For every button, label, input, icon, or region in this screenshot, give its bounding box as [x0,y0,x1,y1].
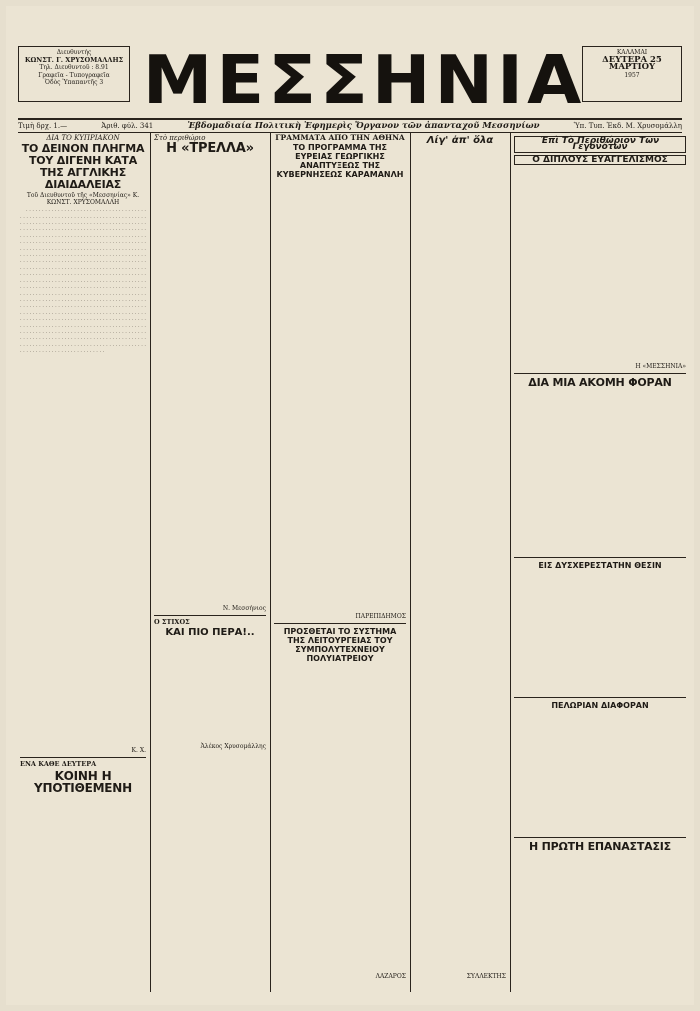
column-rule [410,132,411,992]
editor-line-4: Γραφεῖα - Τυπογραφεῖα [38,71,110,79]
article-headline: Λίγ' ἀπ' ὅλα [426,135,494,146]
article-byline: Τοῦ Διευθυντοῦ τῆς «Μεσσηνίας» Κ. ΚΩΝΣΤ. ΧΡΥΣΟΜΑΛΛΗ [26,192,140,206]
divider [514,373,686,374]
editor-line-1: Διευθυντής [56,49,92,56]
price-label: Τιμὴ δρχ. 1.— [18,122,68,130]
section-headline: ΚΟΙΝΗ Η ΥΠΟΤΙΘΕΜΕΝΗ [33,768,132,795]
article-signature: Κ. Χ. [131,747,146,754]
column-rule [270,132,271,992]
article-headline: ΤΟ ΔΕΙΝΟΝ ΠΛΗΓΜΑ ΤΟΥ ΔΙΓΕΝΗ ΚΑΤΑ ΤΗΣ ΑΓΓΛΙΚΗΣ ΔΙΑΙΔΑΛΕΙΑΣ [21,142,145,192]
article-signature: Η «ΜΕΣΣΗΝΙΑ» [635,363,686,370]
divider [514,557,686,558]
newspaper-motto: Ἑβδομαδιαία Πολιτικὴ Ἐφημερὶς Ὄργανον τῶν ἀπανταχοῦ Μεσσηνίων [187,121,540,131]
issue-date: ΔΕΥΤΕΡΑ 25 ΜΑΡΤΙΟΥ [602,54,662,72]
column-misc [414,134,506,990]
divider [20,757,146,758]
article-signature: ΣΥΛΛΕΚΤΗΣ [466,973,506,980]
city-label: ΚΑΛΑΜΑΙ [616,49,648,56]
article-headline: Ο ΔΙΠΛΟΥΣ ΕΥΑΓΓΕΛΙΣΜΟΣ [514,155,686,165]
issue-number: Ἀριθ. φύλ. 341 [101,122,154,130]
column-rule [510,132,511,992]
editor-info-box [18,46,130,102]
article-headline: ΤΟ ΠΡΟΓΡΑΜΜΑ ΤΗΣ ΕΥΡΕΙΑΣ ΓΕΩΡΓΙΚΗΣ ΑΝΑΠΤΥΞΕΩΣ ΤΗΣ ΚΥΒΕΡΝΗΣΕΩΣ ΚΑΡΑΜΑΝΛΗ [276,143,404,180]
column-athens [274,134,406,990]
headline-2: ΔΙΑ ΜΙΑ ΑΚΟΜΗ ΦΟΡΑΝ [528,376,672,390]
article-body: · · · · · · · · · · · · · · · · · · · · · · · · · · · · · · · · · · · · · · · · · · · · · · · · · · · · · · · · · · · · · · · · · · · · · · · · · · · · · · · · · · · · · · · · · · · · · · · · · · · · · · · · · · · · · · · · · · · · · · · · · · · · · · · · · · · · · · · · · · · · · · · · · · · · · · · · · · · · · · · · · · · · · · · · · · · · · · · · · · · · · · · · · · · · · · · · · · · · · · · · · · · · · · · · · · · · · · · · · · · · · · · · · · · · · · · · · · · · · · · · · · · · · · · · · · · · · · · · · · · · · · · · · · · · · · · · · · · · · · · · · · · · · · · · · · · · · · · · · · · · · · · · · · · · · · · · · · · · · · · · · · · · · · · · · · · · · · · · · · · · · · · · · · · · · · · · · · · · · · · · · · · · · · · · · · · · · · · · · · · · · · · · · · · · · · · · · · · · · · · · · · · · · · · · · · · · · · · · · · · · · · · · · · · · · · · · · · · · · · · · · · · · · · · · · · · · · · · · · · · · · · · · · · · · · · · · · · · · · · · · · · · · · · · · · · · · · · · · · · · · · · · · · · · · · · · · · · · · · · · · · · · · · · · · · · · · · · · · · · · · · · · · · · · · · · · · · · · · · · · · · · · · · · · · · · · · · · · · · · · · · · · · · · · · · · · · · · · · · · · · · · · · · · · · · · · · · · · · · · · · · · · · · · · · · · · · · · · · · · · · · · · · · · · · · · · · · · · · · · · · · · · · · · · · · · · · · · · · · · · · · · · · · · · · · · · · · · · · · · · · · · · · · · · · · · · · · · · · · · · · · · · · · · · · · · · · · · · · · · · · · · · · · · · · · · · · · · · · · · · · · · · · · · · · · · · · · · · · · · · · · · · · · · · · · · · · · · · · · · · · · · · · · · · · · · · · · · · · · · · · · · · · · · · · · · · · · · · · · · · · · · · · · · · · · · · · · · · · · · · · · · · · · · · · · · · · · · · · · · · · · · · · · · · · · · · · · · · · · · · · · · · · · [20,208,146,356]
owner-label: Ὑπ. Τυπ. Ἐκδ. Μ. Χρυσομάλλη [573,122,682,130]
editor-name: ΚΩΝΣΤ. Γ. ΧΡΥΣΟΜΑΛΛΗΣ [24,55,124,64]
headline-5: Η ΠΡΩΤΗ ΕΠΑΝΑΣΤΑΣΙΣ [529,840,671,853]
editor-line-5: Ὁδὸς Ὑπαπαντῆς 3 [44,79,104,86]
headline-3: ΕΙΣ ΔΥΣΧΕΡΕΣΤΑΤΗΝ ΘΕΣΙΝ [538,561,662,570]
divider [154,615,266,616]
headline-4: ΠΕΛΩΡΙΑΝ ΔΙΑΦΟΡΑΝ [551,701,649,710]
bottom-signature: ΛΑΖΑΡΟΣ [375,973,406,980]
divider [514,837,686,838]
poem-signature: Ἀλέκος Χρυσομάλλης [200,743,266,750]
column-rule [150,132,151,992]
section-kicker: Στὸ περιθώριο [154,134,206,142]
column-cyprus [20,134,146,990]
article-signature: ΠΑΡΕΠΙΔΗΜΟΣ [355,613,406,620]
poem-section-title: Ο ΣΤΙΧΟΣ [154,618,190,627]
section-kicker: ΕΝΑ ΚΑΘΕ ΔΕΥΤΕΡΑ [20,760,97,769]
newspaper-page [6,6,694,1005]
poem-headline: ΚΑΙ ΠΙΟ ΠΕΡΑ!.. [165,626,255,638]
issue-year: 1957 [624,71,640,79]
date-box [582,46,682,102]
divider [274,623,406,624]
editor-line-3: Τηλ. Διευθυντοῦ : 8.91 [39,64,109,71]
article-signature: Ν. Μεσσήνιος [222,605,266,612]
newspaper-title: ΜΕΣΣΗΝΙΑ [142,41,586,119]
article-kicker: ΔΙΑ ΤΟ ΚΥΠΡΙΑΚΟΝ [46,134,120,142]
second-headline: ΠΡΟΣΘΕΤΑΙ ΤΟ ΣΥΣΤΗΜΑ ΤΗΣ ΛΕΙΤΟΥΡΓΕΙΑΣ ΤΟΥ ΣΥΜΠΟΛΥΤΕΧΝΕΙΟΥ ΠΟΛΥΙΑΤΡΕΙΟΥ [283,627,397,664]
column-events [514,134,686,990]
masthead-subrow [18,118,682,133]
column-margin [154,134,266,990]
section-kicker: Ἐπὶ Τὸ Περιθώριον Τῶν Γεγονότων [514,136,686,153]
divider [514,697,686,698]
article-headline: Η «ΤΡΕΛΛΑ» [166,141,254,157]
article-kicker: ΓΡΑΜΜΑΤΑ ΑΠΟ ΤΗΝ ΑΘΗΝΑ [275,134,405,142]
